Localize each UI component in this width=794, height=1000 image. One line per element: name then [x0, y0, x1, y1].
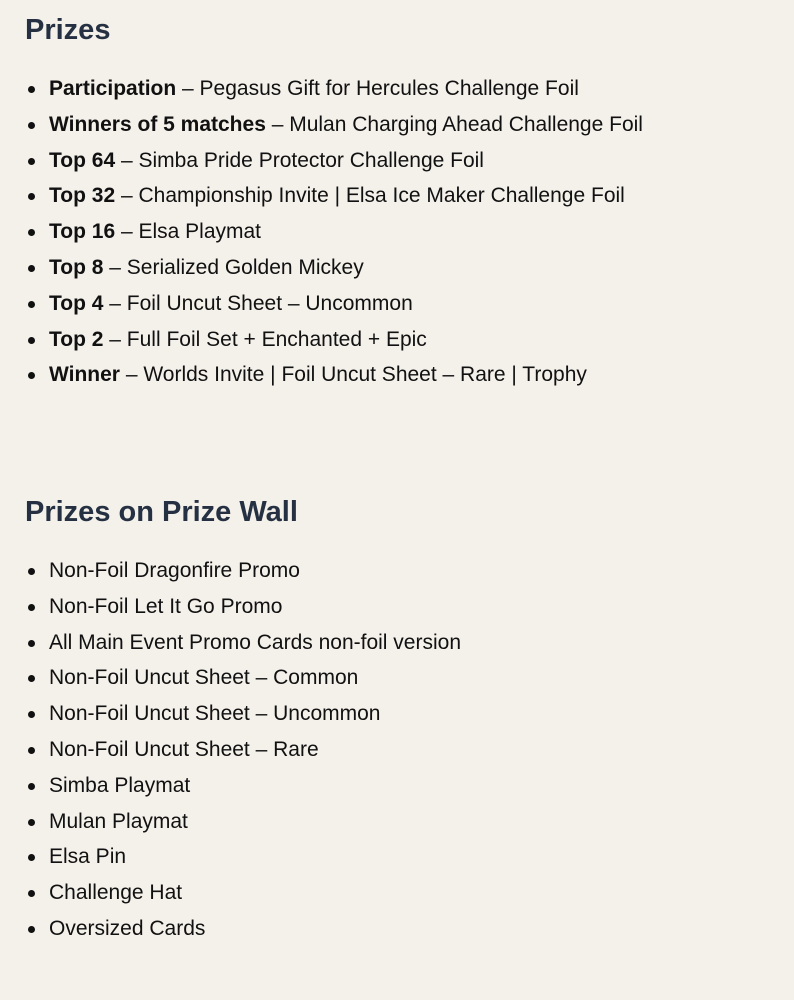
prize-wall-item: Non-Foil Uncut Sheet – Common	[25, 660, 461, 696]
prize-wall-item: Simba Playmat	[25, 768, 461, 804]
prize-item	[25, 143, 643, 179]
prize-wall-item: Non-Foil Let It Go Promo	[25, 589, 461, 625]
prize-wall-item: Mulan Playmat	[25, 804, 461, 840]
prize-wall-item: Non-Foil Uncut Sheet – Rare	[25, 732, 461, 768]
prize-description: – Foil Uncut Sheet – Uncommon	[103, 291, 413, 315]
prize-wall-item: Elsa Pin	[25, 839, 461, 875]
prize-tier: Winners of 5 matches	[49, 112, 266, 136]
prize-tier: Winner	[49, 363, 120, 387]
prize-item	[25, 357, 643, 393]
prize-item	[25, 322, 643, 358]
prize-description: – Elsa Playmat	[115, 220, 262, 244]
prize-tier: Top 16	[49, 220, 116, 244]
prize-wall-item: Non-Foil Uncut Sheet – Uncommon	[25, 696, 461, 732]
prize-tier: Top 64	[49, 148, 116, 172]
prize-wall-list	[25, 553, 461, 947]
prize-wall-item: Challenge Hat	[25, 875, 461, 911]
prize-tier: Top 32	[49, 184, 116, 208]
prize-item	[25, 250, 643, 286]
prize-description: – Pegasus Gift for Hercules Challenge Foil	[176, 77, 579, 100]
prize-wall-item: Non-Foil Dragonfire Promo	[25, 553, 461, 589]
prize-item	[25, 178, 643, 214]
prize-tier: Participation	[49, 77, 177, 100]
prizes-heading: Prizes	[25, 14, 111, 46]
prize-description: – Worlds Invite | Foil Uncut Sheet – Rare | Trophy	[119, 363, 587, 387]
prize-description: – Mulan Charging Ahead Challenge Foil	[265, 112, 643, 136]
prize-tier: Top 8	[49, 255, 104, 279]
prize-description: – Championship Invite | Elsa Ice Maker Challenge Foil	[115, 184, 625, 208]
prize-description: – Simba Pride Protector Challenge Foil	[115, 148, 484, 172]
prize-wall-item: Oversized Cards	[25, 911, 461, 947]
prize-item	[25, 107, 643, 143]
prize-tier: Top 4	[49, 291, 104, 315]
prize-wall-item: All Main Event Promo Cards non-foil version	[25, 625, 461, 661]
prize-tier: Top 2	[49, 327, 104, 351]
prize-item	[25, 214, 643, 250]
prizes-list	[25, 71, 643, 393]
prize-description: – Full Foil Set + Enchanted + Epic	[103, 327, 427, 351]
prize-wall-heading: Prizes on Prize Wall	[25, 496, 298, 528]
prize-description: – Serialized Golden Mickey	[103, 255, 364, 279]
prize-item	[25, 286, 643, 322]
prize-item	[25, 71, 643, 107]
